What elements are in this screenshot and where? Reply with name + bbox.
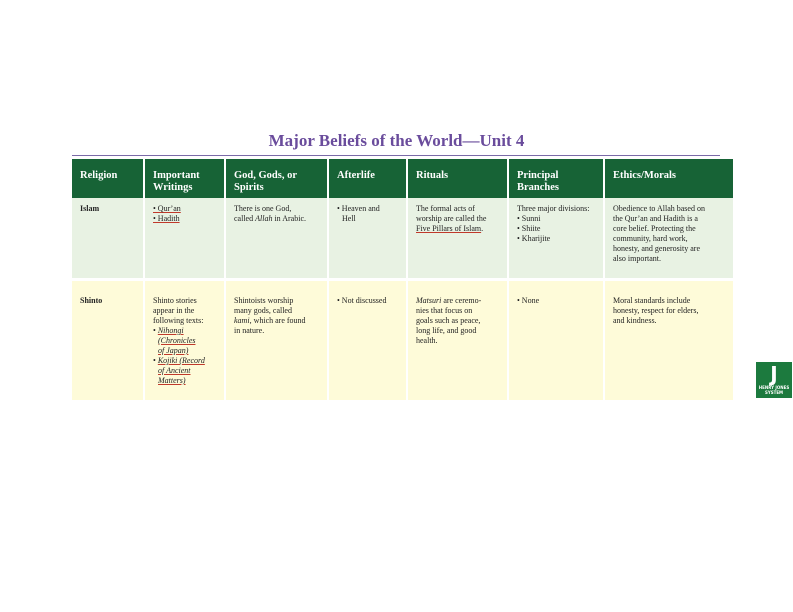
cell-afterlife: • Not discussed (329, 278, 406, 400)
publisher-j-logo-icon: J (770, 362, 778, 386)
cell-writings: Shinto stories appear in the following texts: • Nihongi (Chronicles of Japan) • Kojiki (Record of Ancient Matters) (145, 278, 224, 400)
title-divider (72, 155, 720, 156)
table-row-islam (72, 198, 733, 278)
cell-ethics: Moral standards include honesty, respect for elders, and kindness. (605, 278, 733, 400)
cell-ethics: Obedience to Allah based on the Qur’an and Hadith is a core belief. Protecting the community, hard work, honesty, and generosity are also important. (605, 198, 733, 278)
header-ethics: Ethics/Morals (605, 159, 733, 198)
cell-gods: There is one God, called Allah in Arabic. (226, 198, 327, 278)
header-writings: Important Writings (145, 159, 224, 198)
cell-afterlife: • Heaven and Hell (329, 198, 406, 278)
table-row-shinto (72, 278, 733, 400)
header-gods: God, Gods, or Spirits (226, 159, 327, 198)
header-afterlife: Afterlife (329, 159, 406, 198)
beliefs-table (70, 159, 735, 400)
header-religion: Religion (72, 159, 143, 198)
cell-gods: Shintoists worship many gods, called kami, which are found in nature. (226, 278, 327, 400)
header-branches: Principal Branches (509, 159, 603, 198)
cell-branches: • None (509, 278, 603, 400)
header-rituals: Rituals (408, 159, 507, 198)
cell-rituals: The formal acts of worship are called the Five Pillars of Islam. (408, 198, 507, 278)
table-header-row (72, 159, 733, 198)
page-title: Major Beliefs of the World—Unit 4 (268, 131, 525, 150)
cell-branches: Three major divisions: • Sunni • Shiite • Kharijite (509, 198, 603, 278)
cell-religion: Islam (72, 198, 143, 278)
cell-religion: Shinto (72, 278, 143, 400)
publisher-logo (756, 362, 792, 398)
publisher-name: HENRY JONES SYSTEM (758, 385, 790, 395)
cell-writings: • Qur’an • Hadith (145, 198, 224, 278)
cell-rituals: Matsuri are ceremo- nies that focus on goals such as peace, long life, and good health. (408, 278, 507, 400)
